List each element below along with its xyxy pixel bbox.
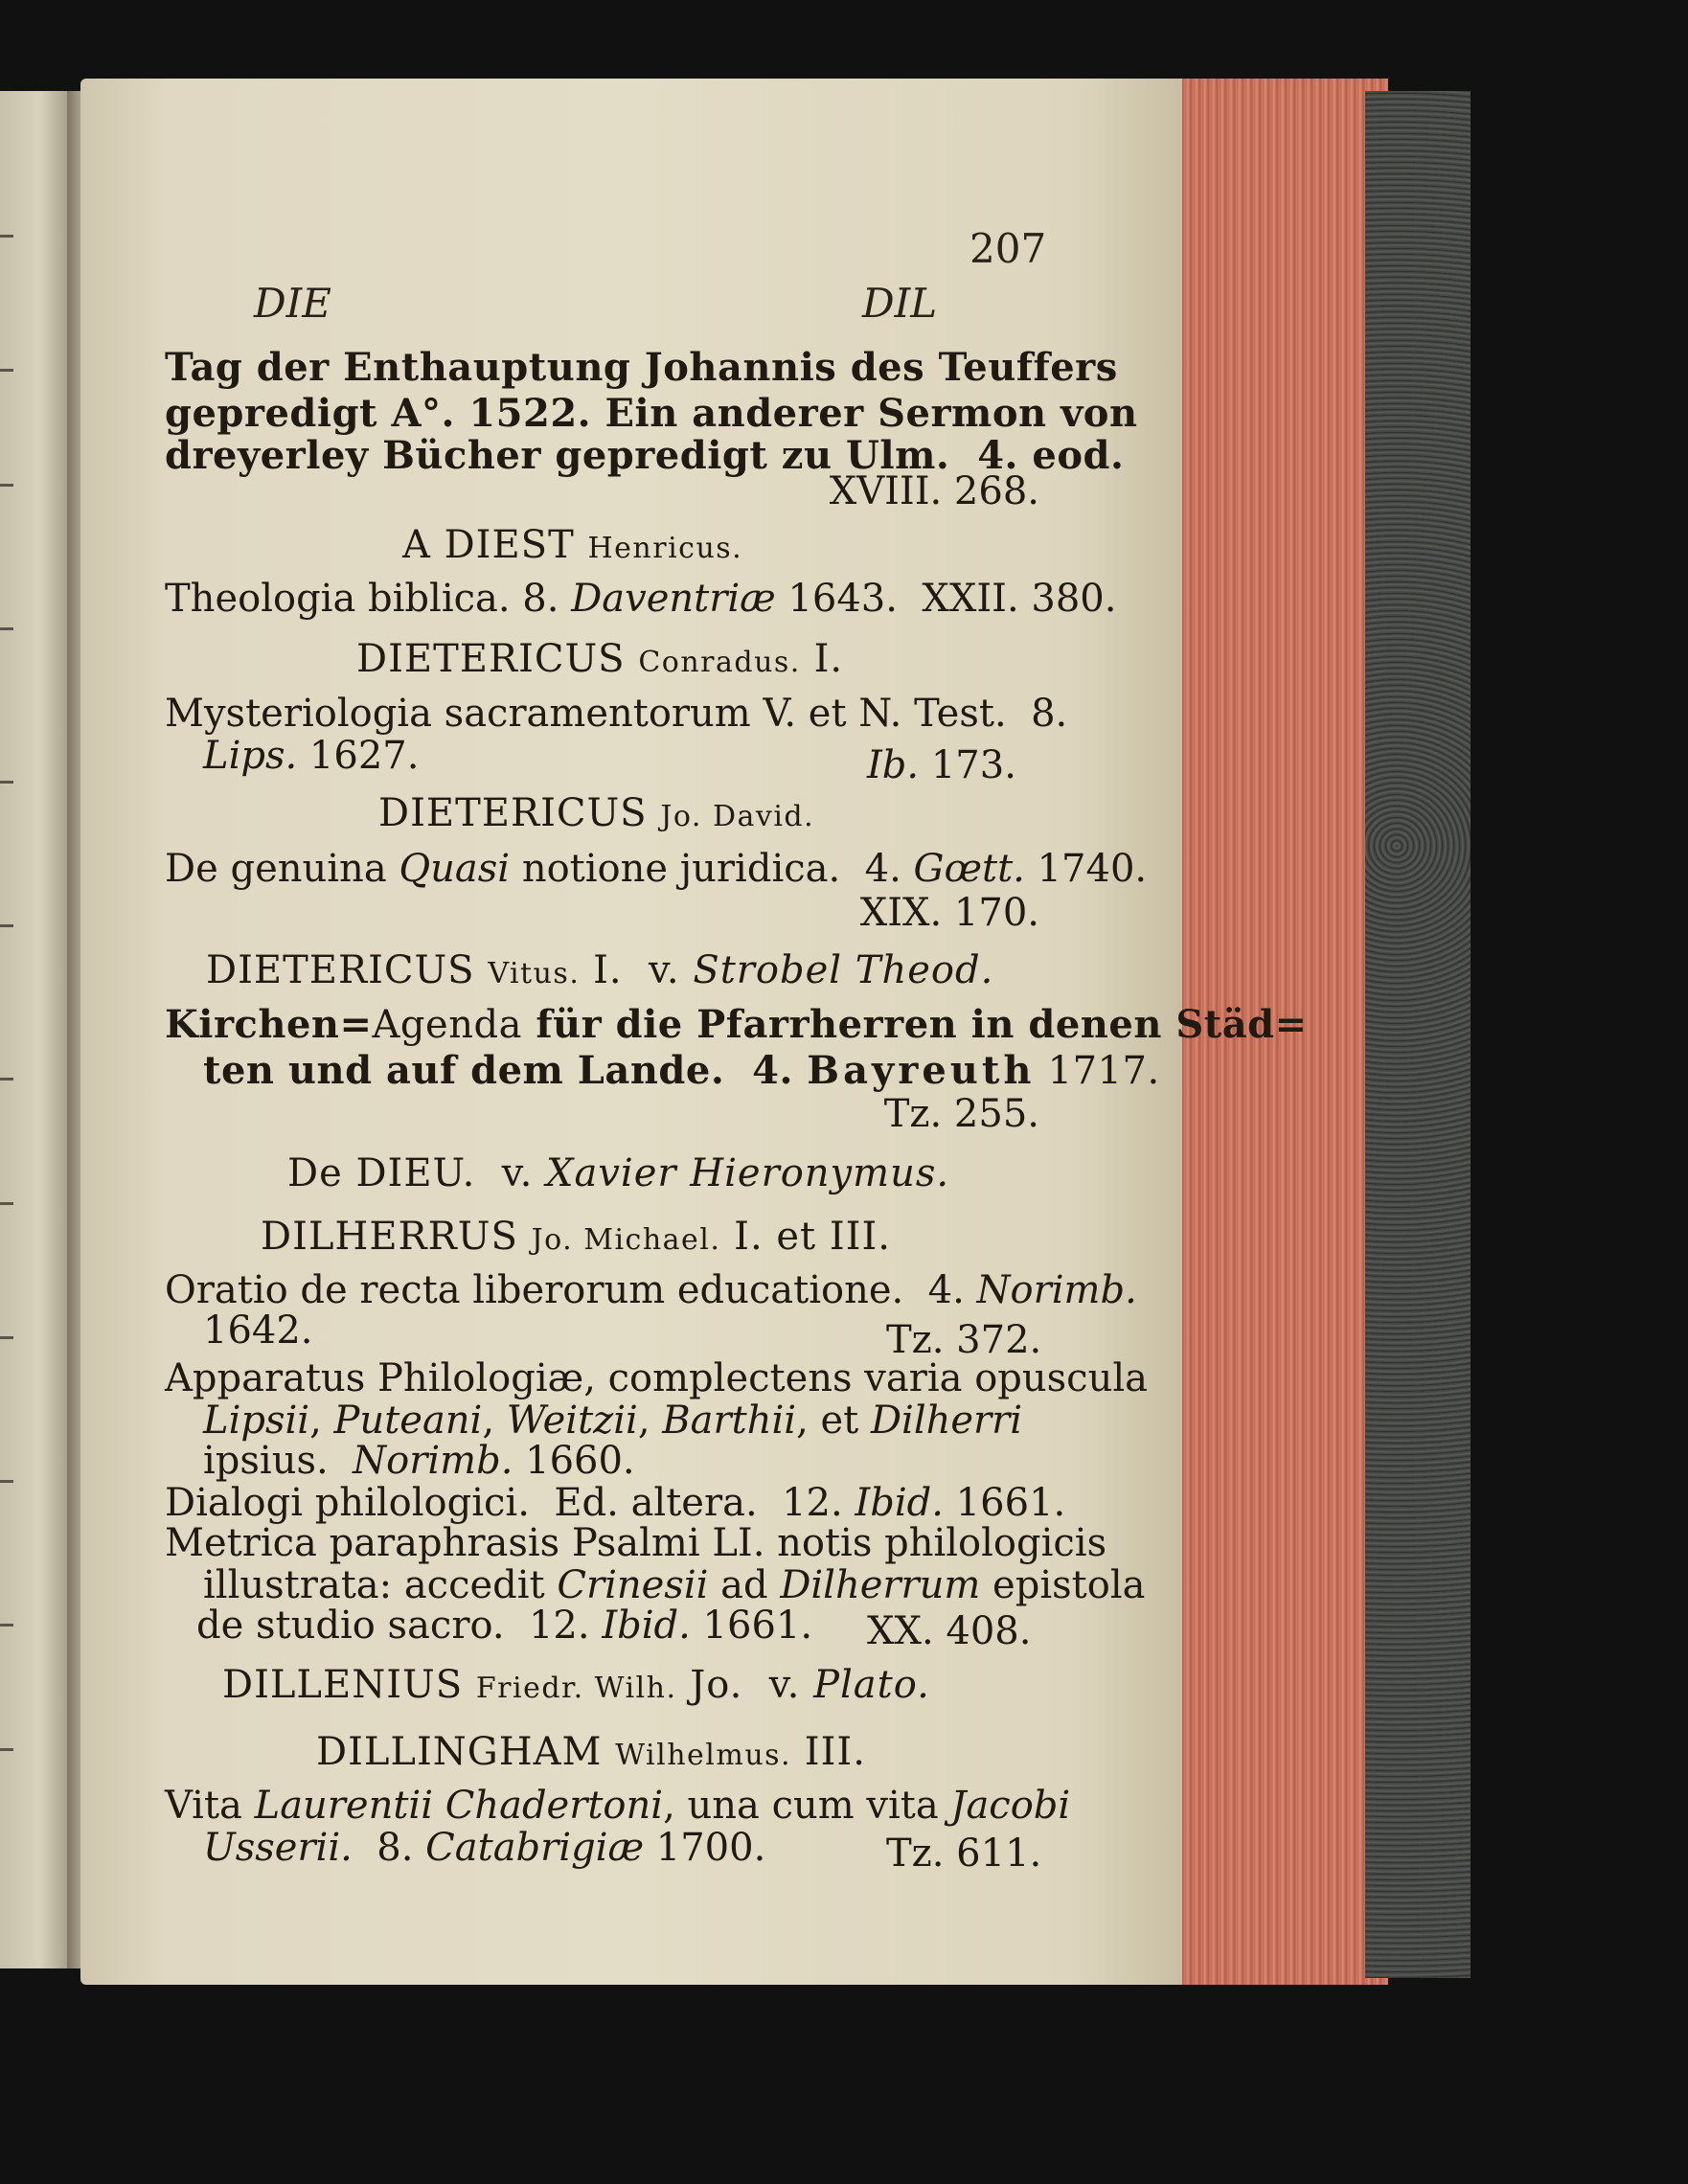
- entry-heading: A DIEST Henricus.: [402, 523, 743, 567]
- text-line: XX. 408.: [867, 1609, 1032, 1653]
- text-line: De genuina Quasi notione juridica. 4. Gœtt. 1740.: [165, 847, 1148, 891]
- text-line: Tz. 372.: [886, 1318, 1042, 1362]
- text-line: Apparatus Philologiæ, complectens varia opuscula: [165, 1356, 1148, 1400]
- running-head-left: DIE: [254, 280, 331, 327]
- entry-heading: De DIEU. v. Xavier Hieronymus.: [287, 1151, 950, 1195]
- page-number: 207: [969, 225, 1047, 272]
- text-line: Kirchen=Agenda für die Pfarrherren in denen Städ=: [165, 1002, 1308, 1047]
- running-head-right: DIL: [862, 280, 938, 327]
- entry-heading: DIETERICUS Jo. David.: [378, 791, 815, 835]
- entry-heading: DIETERICUS Vitus. I. v. Strobel Theod.: [206, 948, 994, 992]
- text-line: dreyerley Bücher gepredigt zu Ulm. 4. eod.: [165, 433, 1125, 478]
- text-line: XVIII. 268.: [829, 469, 1039, 513]
- entry-heading: DIETERICUS Conradus. I.: [356, 637, 844, 681]
- text-line: Dialogi philologici. Ed. altera. 12. Ibid. 1661.: [165, 1481, 1066, 1525]
- text-line: XIX. 170.: [859, 891, 1039, 935]
- text-line: Lips. 1627.: [203, 734, 420, 778]
- text-line: Tz. 255.: [883, 1092, 1039, 1136]
- entry-heading: DILHERRUS Jo. Michael. I. et III.: [261, 1215, 891, 1259]
- left-page-edge: [0, 91, 67, 1968]
- text-line: Ib. 173.: [867, 743, 1016, 787]
- text-line: ipsius. Norimb. 1660.: [203, 1439, 635, 1483]
- text-line: Metrica paraphrasis Psalmi LI. notis philologicis: [165, 1521, 1107, 1565]
- text-line: ten und auf dem Lande. 4. Bayreuth 1717.: [203, 1048, 1160, 1093]
- text-line: Mysteriologia sacramentorum V. et N. Test. 8.: [165, 692, 1068, 736]
- text-line: Tag der Enthauptung Johannis des Teuffers: [165, 345, 1118, 390]
- entry-heading: DILLINGHAM Wilhelmus. III.: [316, 1730, 866, 1774]
- text-line: de studio sacro. 12. Ibid. 1661.: [196, 1604, 813, 1648]
- text-line: Vita Laurentii Chadertoni, una cum vita Jacobi: [165, 1784, 1071, 1828]
- text-line: Lipsii, Puteani, Weitzii, Barthii, et Dilherri: [203, 1399, 1023, 1443]
- text-line: 1642.: [203, 1308, 313, 1353]
- text-line: Usserii. 8. Catabrigiæ 1700.: [203, 1826, 766, 1870]
- entry-heading: DILLENIUS Friedr. Wilh. Jo. v. Plato.: [222, 1663, 930, 1707]
- left-page-marks: [0, 91, 67, 1968]
- text-line: Tz. 611.: [886, 1831, 1042, 1876]
- text-line: illustrata: accedit Crinesii ad Dilherrum epistola: [203, 1563, 1146, 1607]
- text-line: gepredigt A°. 1522. Ein anderer Sermon von: [165, 391, 1138, 436]
- text-line: Theologia biblica. 8. Daventriæ 1643. XXII. 380.: [165, 577, 1117, 621]
- text-line: Oratio de recta liberorum educatione. 4. Norimb.: [165, 1268, 1137, 1312]
- book-cover-board: [1365, 91, 1471, 1978]
